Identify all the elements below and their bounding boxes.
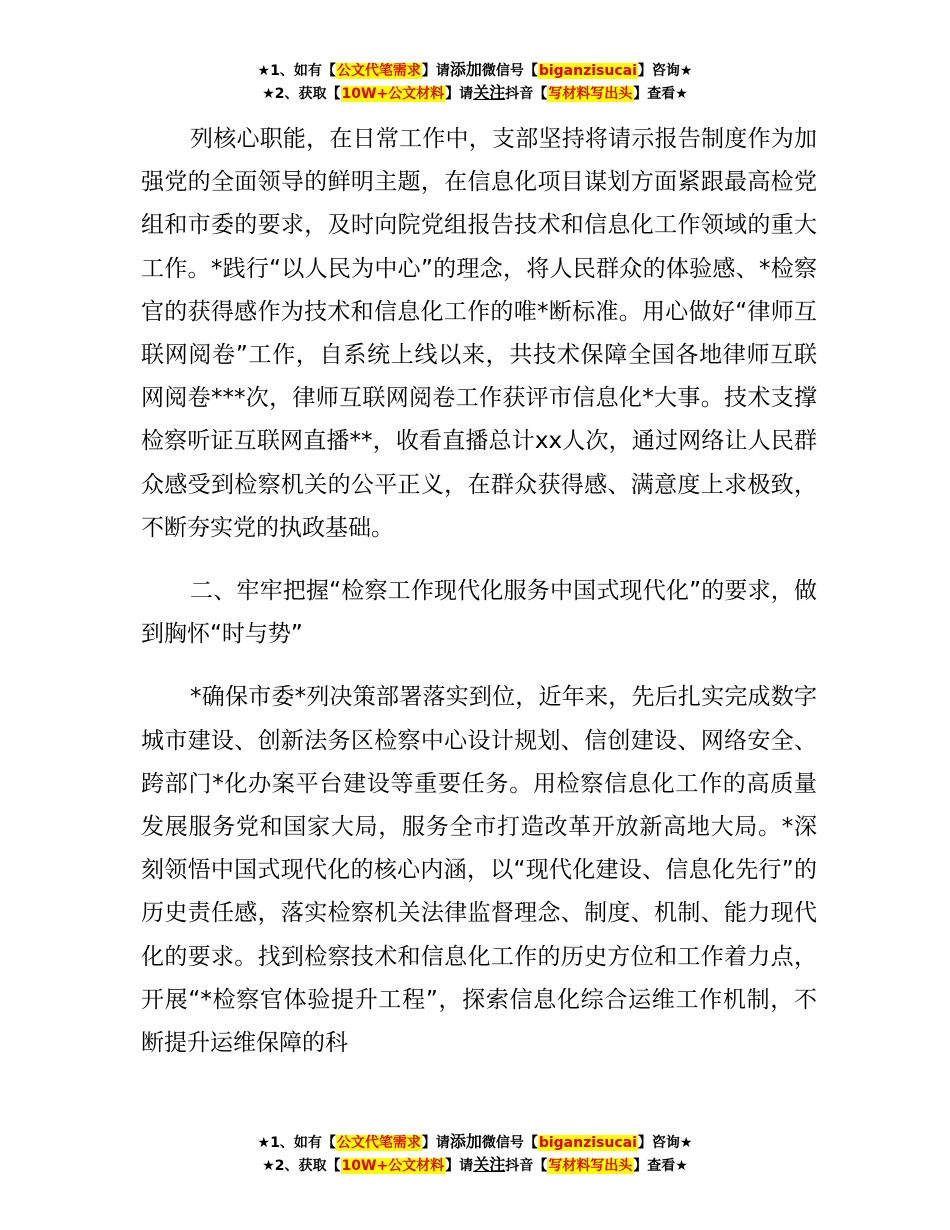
paragraph: 列核心职能，在日常工作中，支部坚持将请示报告制度作为加强党的全面领导的鲜明主题，在信息化项目谋划方面紧跟最高检党组和市委的要求，及时向院党组报告技术和信息化工作领域的重大工作。*践行“以人民为中心”的理念，将人民群众的体验感、*检察官的获得感作为技术和信息化工作的唯*断标准。用心做好“律师互联网阅卷”工作，自系统上线以来，共技术保障全国各地律师互联网阅卷***次，律师互联网阅卷工作获评市信息化*大事。技术支撑检察听证互联网直播**，收看直播总计xx人次，通过网络让人民群众感受到检察机关的公平正义，在群众获得感、满意度上求极致，不断夯实党的执政基础。	[141, 126, 817, 541]
highlight-materials: 10W+公文材料	[341, 86, 445, 102]
paragraph: *确保市委*列决策部署落实到位，近年来，先后扎实完成数字城市建设、创新法务区检察中心设计规划、信创建设、网络安全、跨部门*化办案平台建设等重要任务。用检察信息化工作的高质量发展服务党和国家大局，服务全市打造改革开放新高地大局。*深刻领悟中国式现代化的核心内涵，以“现代化建设、信息化先行”的历史责任感，落实检察机关法律监督理念、制度、机制、能力现代化的要求。找到检察技术和信息化工作的历史方位和工作着力点，开展“*检察官体验提升工程”，探索信息化综合运维工作机制，不断提升运维保障的科	[141, 684, 817, 1057]
banner-line-2: ★2、获取【10W+公文材料】请关注抖音【写材料写出头】查看★	[262, 1155, 688, 1174]
banner-line-1: ★1、如有【公文代笔需求】请添加微信号【biganzisucai】咨询★	[257, 1132, 693, 1151]
highlight-douyin-id: 写材料写出头	[548, 86, 633, 102]
highlight-service: 公文代笔需求	[336, 1135, 421, 1151]
document-body	[141, 118, 817, 1085]
section-heading: 二、牢牢把握“检察工作现代化服务中国式现代化”的要求，做到胸怀“时与势”	[141, 578, 817, 648]
footer-banner	[0, 1131, 950, 1177]
banner-line-1: ★1、如有【公文代笔需求】请添加微信号【biganzisucai】咨询★	[257, 60, 693, 79]
banner-line-2: ★2、获取【10W+公文材料】请关注抖音【写材料写出头】查看★	[262, 83, 688, 102]
highlight-service: 公文代笔需求	[336, 63, 421, 79]
highlight-wechat-id: biganzisucai	[538, 63, 637, 79]
highlight-douyin-id: 写材料写出头	[548, 1158, 633, 1174]
highlight-materials: 10W+公文材料	[341, 1158, 445, 1174]
highlight-wechat-id: biganzisucai	[538, 1135, 637, 1151]
header-banner	[0, 59, 950, 105]
